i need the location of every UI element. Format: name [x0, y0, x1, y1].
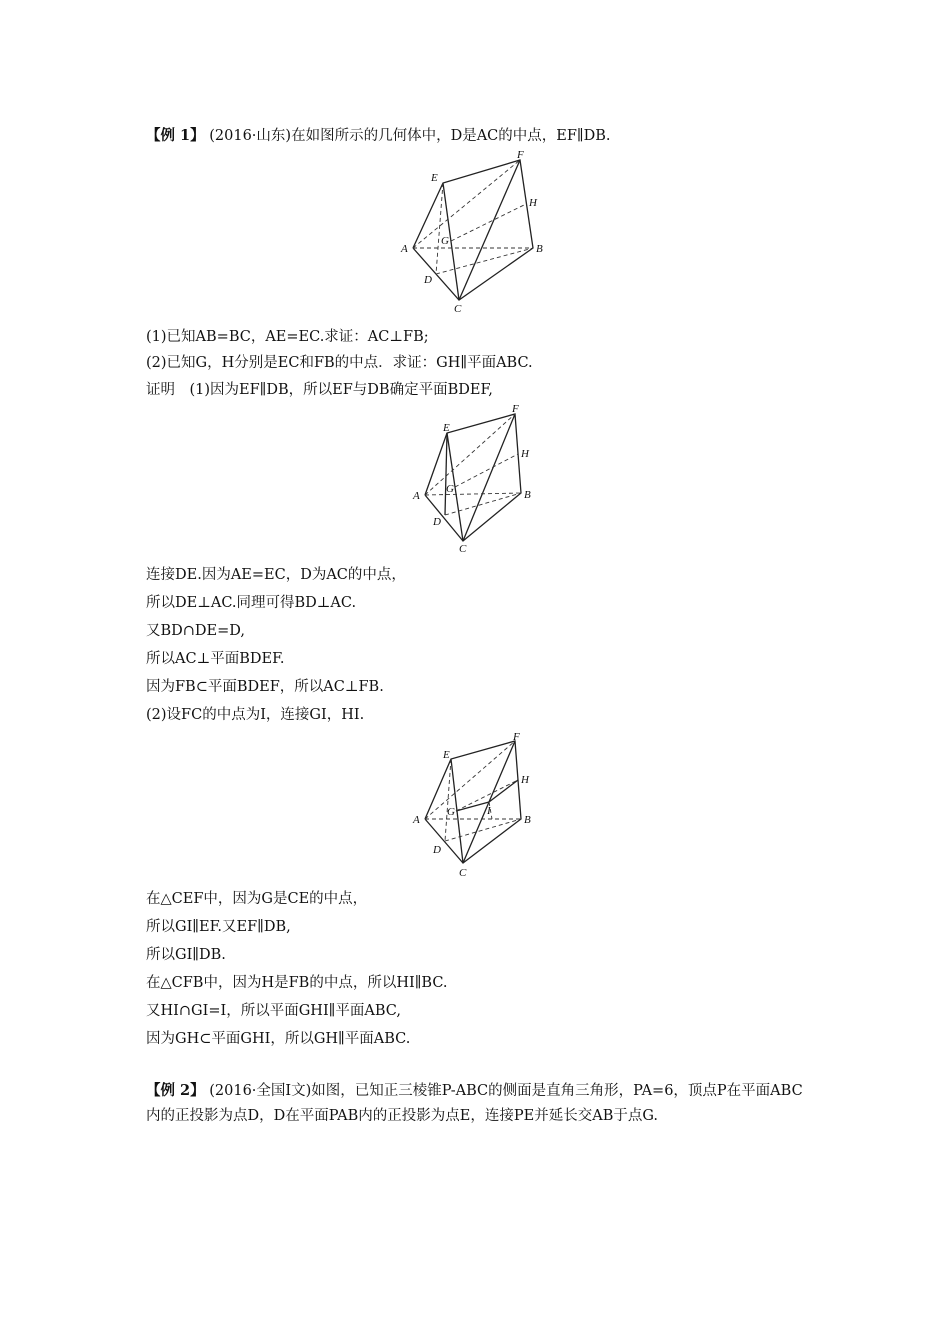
label-B: B: [536, 243, 543, 255]
label-G: G: [447, 806, 455, 818]
label-A: A: [413, 490, 420, 502]
label-H: H: [529, 197, 537, 209]
proof-start: 证明 (1)因为EF∥DB，所以EF与DB确定平面BDEF,: [146, 382, 493, 398]
proof-line-8: 所以GI∥EF.又EF∥DB,: [146, 919, 291, 935]
label-I: I: [487, 805, 491, 817]
proof-line-6: (2)设FC的中点为I，连接GI，HI.: [146, 707, 365, 723]
proof-line-7: 在△CEF中，因为G是CE的中点，: [146, 891, 368, 907]
example1-tag: 【例 1】: [146, 127, 205, 144]
label-A: A: [401, 243, 408, 255]
example2: [146, 1078, 816, 1129]
label-B: B: [524, 814, 531, 826]
label-F: F: [513, 731, 520, 743]
label-C: C: [459, 543, 467, 555]
proof-line-2: 所以DE⊥AC.同理可得BD⊥AC.: [146, 595, 357, 611]
label-H: H: [521, 448, 529, 460]
label-D: D: [433, 516, 441, 528]
proof-line-1: 连接DE.因为AE=EC，D为AC的中点，: [146, 567, 406, 583]
proof-line-11: 又HI∩GI=I，所以平面GHI∥平面ABC,: [146, 1003, 401, 1019]
figure-1: [395, 150, 555, 315]
label-H: H: [521, 774, 529, 786]
label-F: F: [512, 403, 519, 415]
proof-line-5: 因为FB⊂平面BDEF，所以AC⊥FB.: [146, 679, 384, 695]
label-E: E: [443, 749, 450, 761]
label-A: A: [413, 814, 420, 826]
label-E: E: [431, 172, 438, 184]
label-C: C: [459, 867, 467, 879]
question-2: (2)已知G，H分别是EC和FB的中点．求证：GH∥平面ABC.: [146, 355, 533, 371]
example1-intro-text: (2016·山东)在如图所示的几何体中，D是AC的中点，EF∥DB.: [209, 128, 611, 144]
label-D: D: [424, 274, 432, 286]
proof-line-3: 又BD∩DE=D,: [146, 623, 246, 639]
figure-3: [405, 733, 555, 883]
proof-line-10: 在△CFB中，因为H是FB的中点，所以HI∥BC.: [146, 975, 448, 991]
label-B: B: [524, 489, 531, 501]
example2-text: (2016·全国Ⅰ文)如图，已知正三棱锥P-ABC的侧面是直角三角形，PA=6，顶点P在平面ABC内的正投影为点D，D在平面PAB内的正投影为点E，连接PE并延长交AB于点G.: [146, 1083, 803, 1124]
example2-tag: 【例 2】: [146, 1082, 205, 1099]
label-C: C: [454, 303, 462, 315]
label-G: G: [446, 483, 454, 495]
proof-line-12: 因为GH⊂平面GHI，所以GH∥平面ABC.: [146, 1031, 411, 1047]
label-E: E: [443, 422, 450, 434]
question-1: (1)已知AB=BC，AE=EC.求证：AC⊥FB;: [146, 329, 429, 345]
proof-line-9: 所以GI∥DB.: [146, 947, 226, 963]
figure-2: [405, 405, 555, 555]
label-D: D: [433, 844, 441, 856]
example1-intro: [146, 126, 611, 146]
proof-line-4: 所以AC⊥平面BDEF.: [146, 651, 285, 667]
label-G: G: [441, 235, 449, 247]
label-F: F: [517, 149, 524, 161]
